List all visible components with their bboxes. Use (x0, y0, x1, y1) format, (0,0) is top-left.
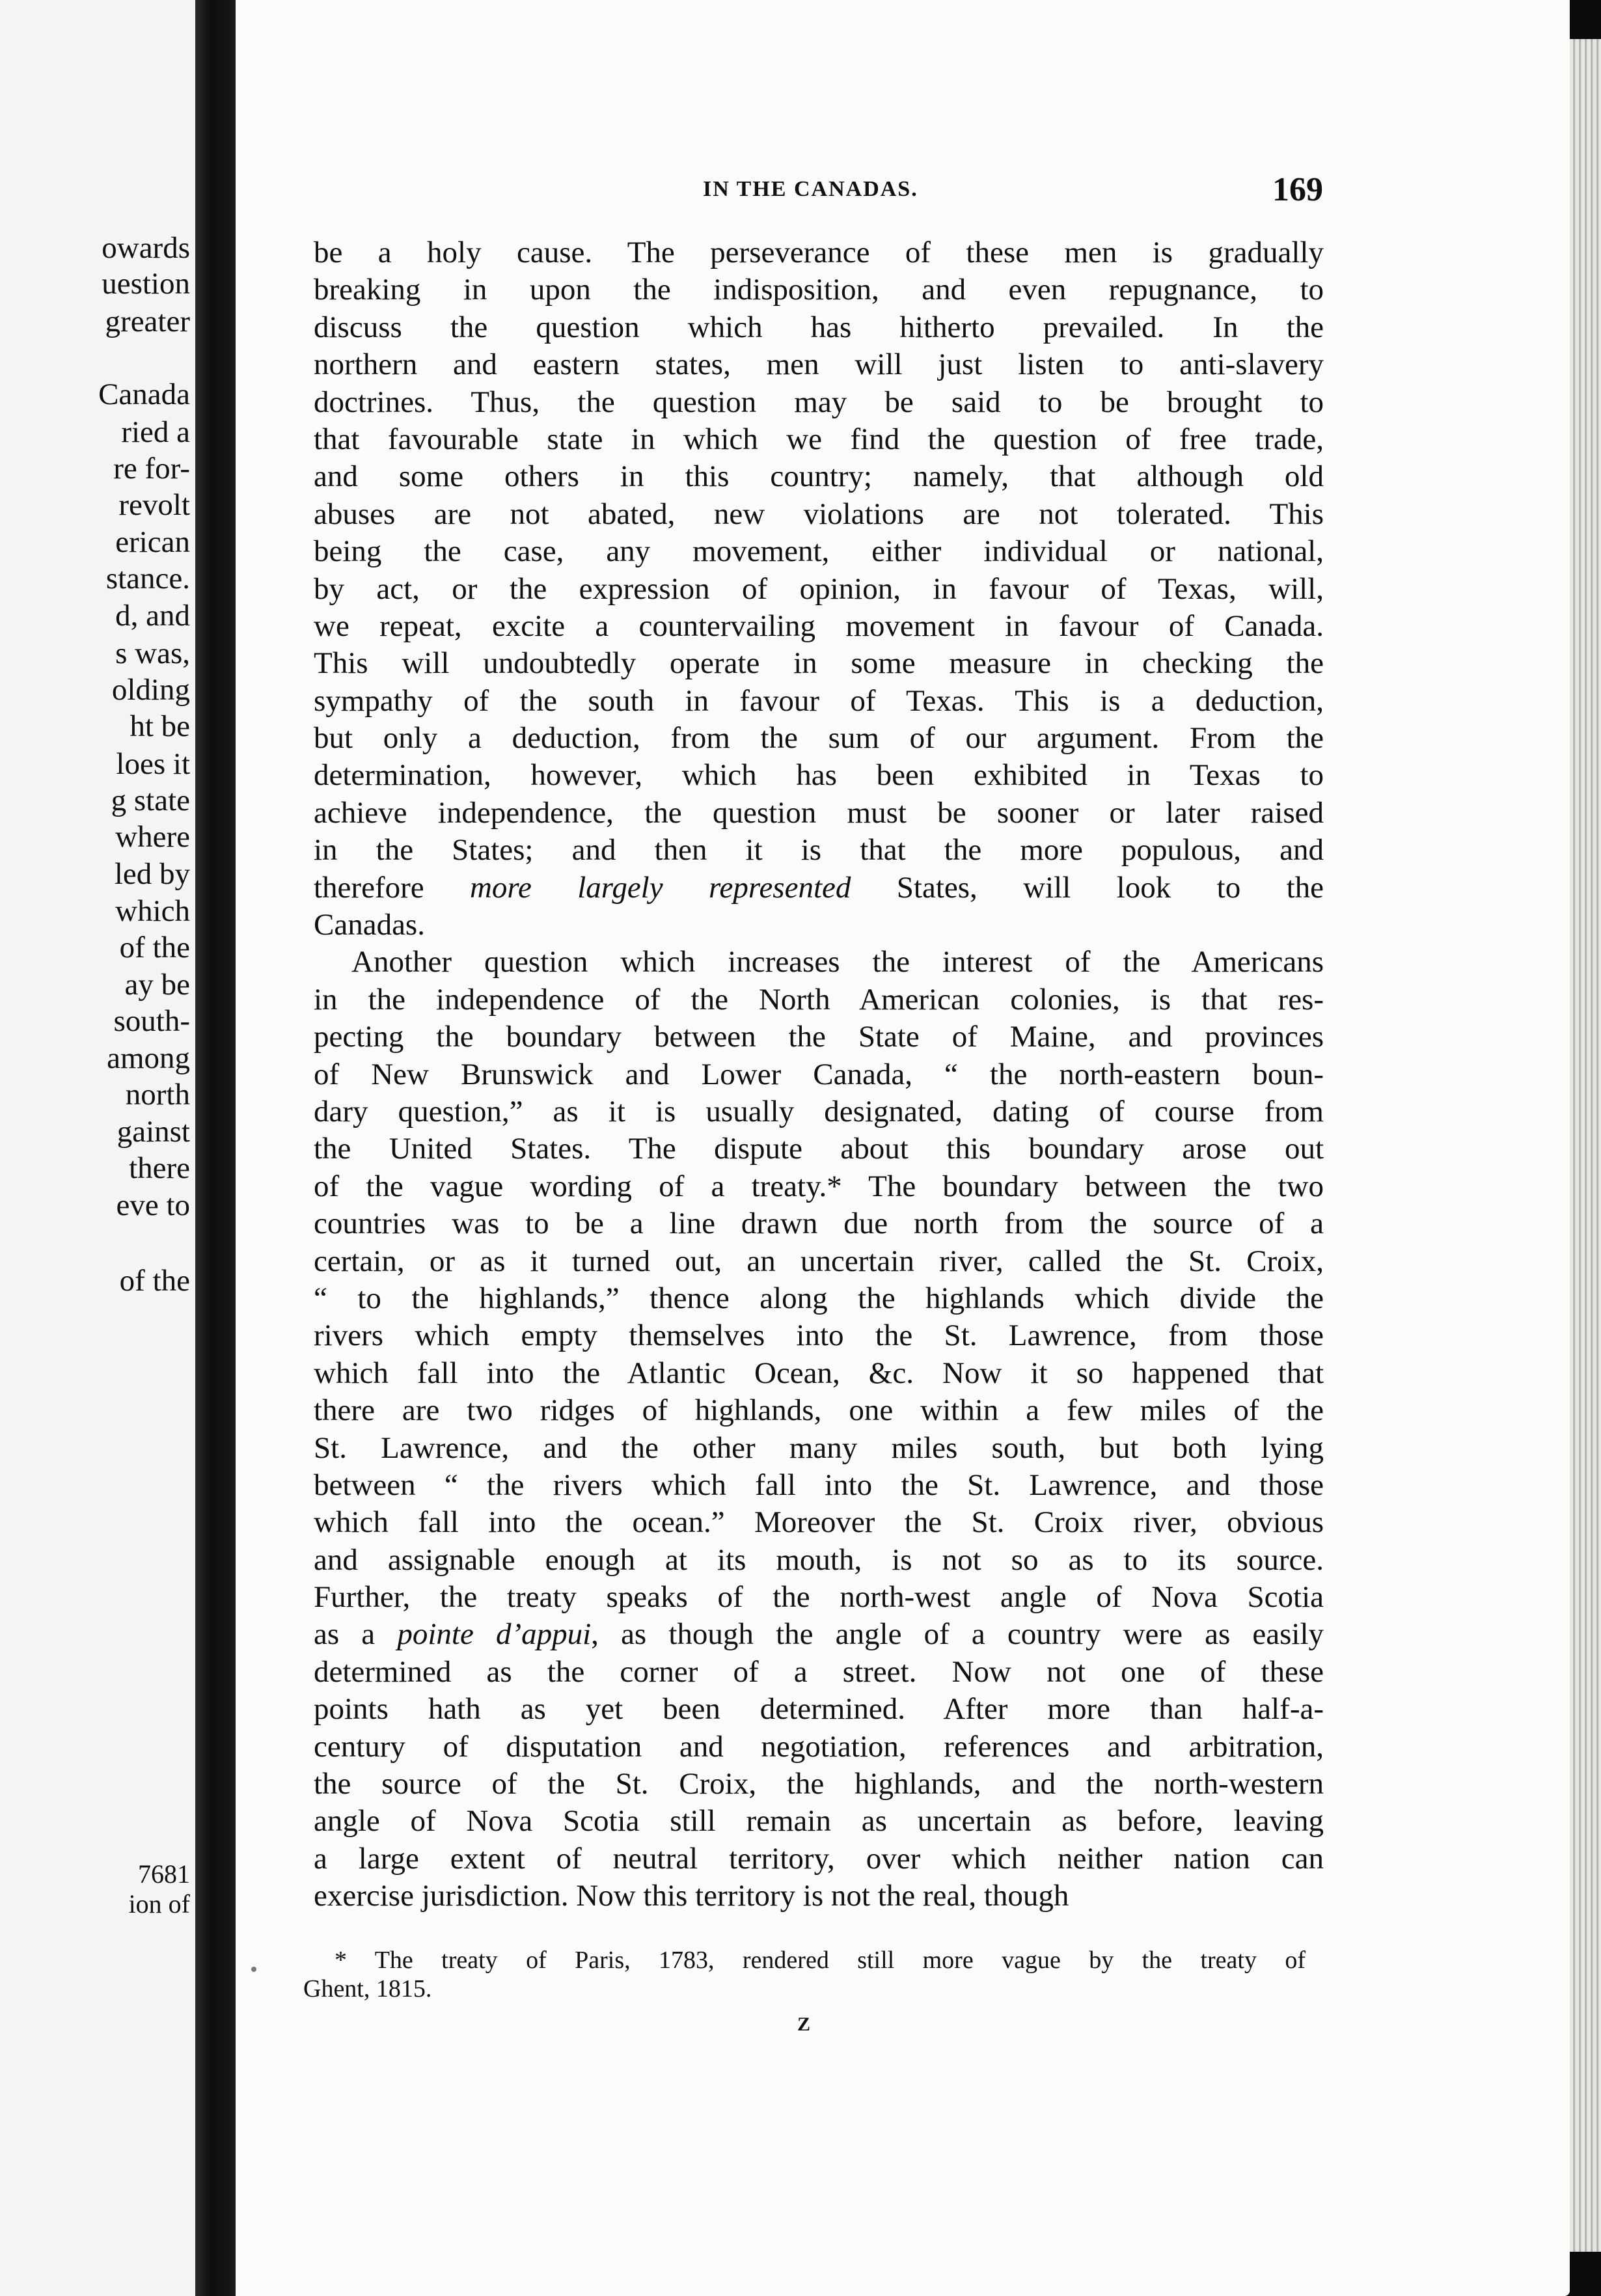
previous-page-line: which (115, 894, 190, 928)
page-edges (1570, 39, 1601, 2252)
text-line: certain, or as it turned out, an uncertain river, called the St. Croix, (314, 1244, 1324, 1278)
text-line: rivers which empty themselves into the St. Lawrence, from those (314, 1319, 1324, 1353)
previous-page-line: ay be (124, 968, 190, 1002)
text-line: northern and eastern states, men will just listen to anti-slavery (314, 348, 1324, 382)
text-line: breaking in upon the indisposition, and even repugnance, to (314, 273, 1324, 307)
previous-page-line: among (107, 1041, 190, 1075)
text-line: doctrines. Thus, the question may be said to be brought to (314, 385, 1324, 419)
previous-page-line: north (125, 1078, 190, 1112)
text-line: sympathy of the south in favour of Texas. This is a deduction, (314, 683, 1324, 718)
paragraph (314, 944, 1324, 1915)
text-line: by act, or the expression of opinion, in favour of Texas, will, (314, 571, 1324, 606)
book-gutter (195, 0, 236, 2296)
footnote (303, 1946, 1306, 2003)
italic-phrase: pointe d’appui (397, 1617, 592, 1652)
previous-page-line: of the (119, 1264, 190, 1298)
text-line: the United States. The dispute about this boundary arose out (314, 1132, 1324, 1166)
text-line: and some others in this country; namely, that although old (314, 459, 1324, 494)
previous-page-line: olding (111, 673, 190, 707)
text-line: exercise jurisdiction. Now this territory is not the real, though (314, 1879, 1069, 1913)
previous-page-fragment (0, 0, 195, 2296)
text-line: which fall into the ocean.” Moreover the St. Croix river, obvious (314, 1505, 1324, 1540)
text-line: dary question,” as it is usually designated, dating of course from (314, 1094, 1324, 1128)
text-line: pecting the boundary between the State of Maine, and provinces (314, 1020, 1324, 1054)
italic-phrase: more largely represented (469, 870, 851, 905)
text-line: there are two ridges of highlands, one within a few miles of the (314, 1393, 1324, 1428)
previous-page-line: s was, (115, 636, 190, 670)
text-line: the source of the St. Croix, the highlands, and the north-western (314, 1767, 1324, 1801)
paragraph (314, 234, 1324, 944)
text-line: Another question which increases the interest of the Americans (351, 945, 1324, 979)
previous-page-line: of the (119, 931, 190, 964)
text-line: of the vague wording of a treaty.* The boundary between the two (314, 1169, 1324, 1203)
page-number: 169 (1272, 171, 1323, 208)
text-line: Further, the treaty speaks of the north-west angle of Nova Scotia (314, 1580, 1324, 1615)
body-text (314, 234, 1324, 1915)
text-line: be a holy cause. The perseverance of these men is gradually (314, 236, 1324, 269)
footnote-line: * The treaty of Paris, 1783, rendered still more vague by the treaty of (335, 1947, 1306, 1974)
text-line: St. Lawrence, and the other many miles south, but both lying (314, 1430, 1324, 1465)
previous-page-line: 7681 (138, 1859, 190, 1889)
text-line: This will undoubtedly operate in some measure in checking the (314, 646, 1324, 681)
running-head: IN THE CANADAS. (703, 177, 918, 201)
signature-mark: Z (797, 2014, 811, 2035)
text-line: in the States; and then it is that the more populous, and (314, 833, 1324, 868)
previous-page-line: south- (113, 1004, 190, 1038)
previous-page-line: owards (102, 231, 190, 265)
text-line: “ to the highlands,” thence along the highlands which divide the (314, 1281, 1324, 1315)
text-line: of New Brunswick and Lower Canada, “ the north-eastern boun- (314, 1057, 1324, 1091)
text-line: which fall into the Atlantic Ocean, &c. Now it so happened that (314, 1356, 1324, 1390)
text-line: in the independence of the North American colonies, is that res- (314, 982, 1324, 1017)
margin-mark (251, 1967, 256, 1972)
text-line: angle of Nova Scotia still remain as uncertain as before, leaving (314, 1804, 1324, 1838)
previous-page-line: g state (111, 784, 190, 817)
text-line: discuss the question which has hitherto prevailed. In the (314, 310, 1324, 344)
text-line: a large extent of neutral territory, over which neither nation can (314, 1841, 1324, 1876)
previous-page-line: led by (114, 857, 190, 891)
text-line: determined as the corner of a street. Now not one of these (314, 1654, 1324, 1689)
text-line: between “ the rivers which fall into the St. Lawrence, and those (314, 1468, 1324, 1502)
previous-page-line: ht be (130, 709, 190, 743)
previous-page-line: d, and (115, 599, 190, 633)
previous-page-line: eve to (116, 1188, 190, 1222)
text-line: we repeat, excite a countervailing movement in favour of Canada. (314, 608, 1324, 643)
text-line: therefore more largely represented States, will look to the (314, 870, 1324, 905)
text-line: achieve independence, the question must be sooner or later raised (314, 795, 1324, 830)
previous-page-line: loes it (116, 747, 190, 781)
text-line: and assignable enough at its mouth, is not so as to its source. (314, 1542, 1324, 1577)
text-line: points hath as yet been determined. After more than half-a- (314, 1692, 1324, 1727)
previous-page-line: where (115, 820, 190, 854)
previous-page-line: stance. (105, 562, 190, 595)
previous-page-line: ion of (128, 1889, 190, 1919)
text-line: abuses are not abated, new violations are not tolerated. This (314, 497, 1324, 531)
text-line: as a pointe d’appui, as though the angle of a country were as easily (314, 1617, 1324, 1652)
footnote-line: Ghent, 1815. (303, 1975, 432, 2002)
text-line: countries was to be a line drawn due north from the source of a (314, 1207, 1324, 1241)
previous-page-line: gainst (116, 1115, 190, 1149)
previous-page-line: Canada (98, 377, 190, 411)
previous-page-line: revolt (118, 488, 190, 522)
text-line: that favourable state in which we find the question of free trade, (314, 422, 1324, 456)
previous-page-line: ried a (121, 415, 190, 449)
previous-page-line: there (129, 1151, 190, 1185)
previous-page-line: re for- (113, 452, 190, 485)
previous-page-line: erican (115, 525, 190, 559)
text-line: being the case, any movement, either individual or national, (314, 534, 1324, 569)
previous-page-line: uestion (102, 267, 190, 301)
text-line: but only a deduction, from the sum of our argument. From the (314, 721, 1324, 756)
text-line: determination, however, which has been exhibited in Texas to (314, 758, 1324, 793)
text-line: Canadas. (314, 908, 425, 942)
text-line: century of disputation and negotiation, references and arbitration, (314, 1729, 1324, 1764)
previous-page-line: greater (105, 305, 190, 338)
